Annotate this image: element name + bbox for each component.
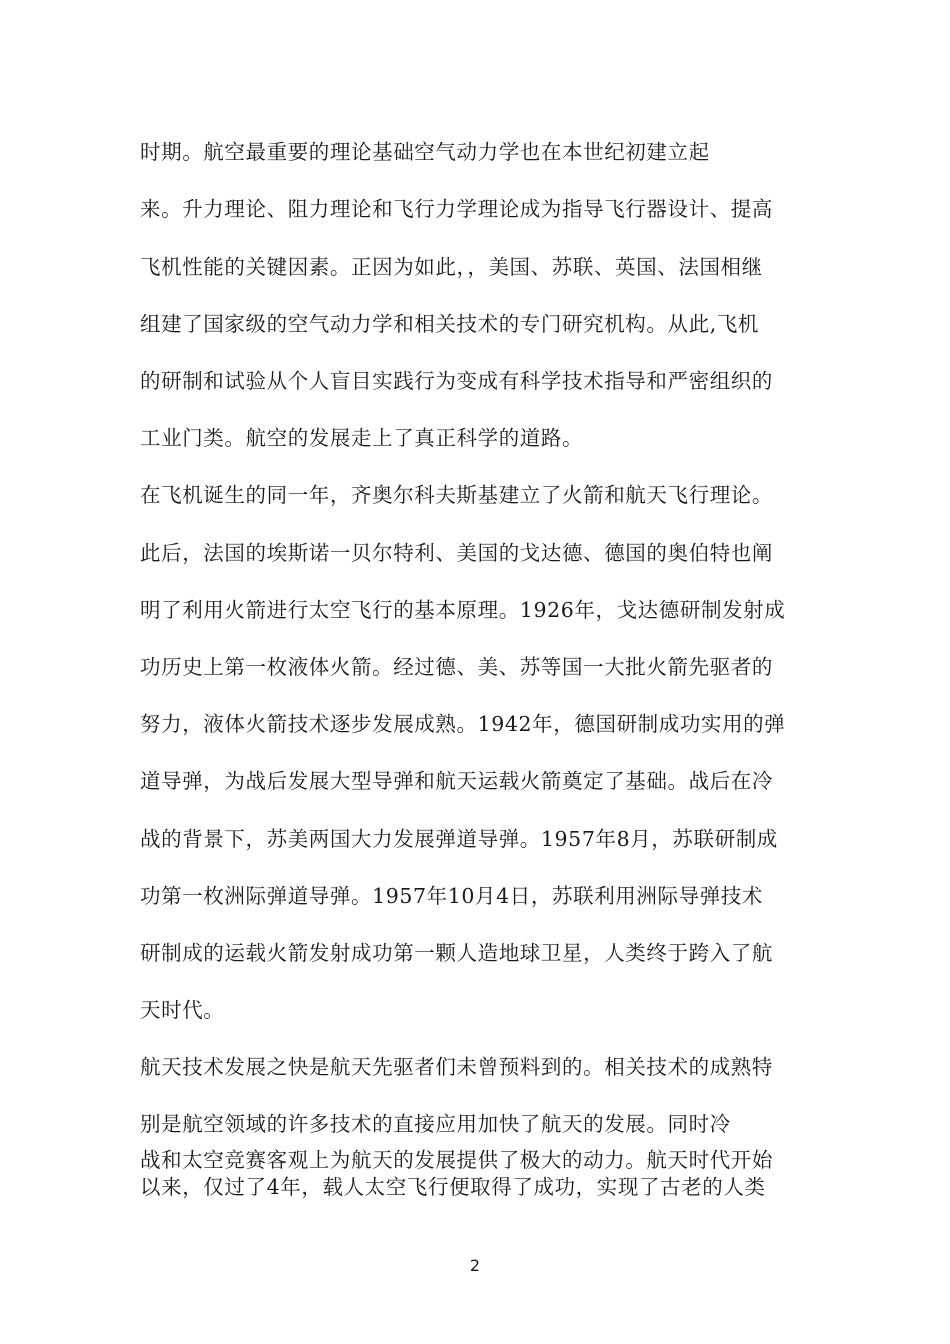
text-line: 努力，液体火箭技术逐步发展成熟。1942年，德国研制成功实用的弹 [140,712,786,736]
text-line: 战的背景下，苏美两国大力发展弹道导弹。1957年8月，苏联研制成 [140,827,778,851]
text-line: 此后，法国的埃斯诺一贝尔特利、美国的戈达德、德国的奥伯特也阐 [140,541,773,565]
text-line: 别是航空领域的许多技术的直接应用加快了航天的发展。同时冷 [140,1112,731,1136]
text-line: 时期。航空最重要的理论基础空气动力学也在本世纪初建立起 [140,140,710,164]
text-line: 工业门类。航空的发展走上了真正科学的道路。 [140,426,584,450]
text-line: 的研制和试验从个人盲目实践行为变成有科学技术指导和严密组织的 [140,369,773,393]
text-line: 飞机性能的关键因素。正因为如此，，美国、苏联、英国、法国相继 [140,255,763,279]
text-line: 明了利用火箭进行太空飞行的基本原理。1926年，戈达德研制发射成 [140,598,786,622]
text-line: 天时代。 [140,998,225,1022]
text-line: 研制成的运载火箭发射成功第一颗人造地球卫星，人类终于跨入了航 [140,941,773,965]
text-line: 道导弹，为战后发展大型导弹和航天运载火箭奠定了基础。战后在冷 [140,769,773,793]
text-line: 以来，仅过了4年，载人太空飞行便取得了成功，实现了古老的人类 [140,1175,766,1199]
text-line: 功第一枚洲际弹道导弹。1957年10月4日，苏联利用洲际导弹技术 [140,884,763,908]
text-line: 功历史上第一枚液体火箭。经过德、美、苏等国一大批火箭先驱者的 [140,655,773,679]
text-line: 来。升力理论、阻力理论和飞行力学理论成为指导飞行器设计、提高 [140,197,773,221]
text-line: 航天技术发展之快是航天先驱者们未曾预料到的。相关技术的成熟特 [140,1055,773,1079]
text-line: 在飞机诞生的同一年，齐奥尔科夫斯基建立了火箭和航天飞行理论。 [140,483,773,507]
page-number: 2 [469,1256,481,1275]
text-line: 战和太空竞赛客观上为航天的发展提供了极大的动力。航天时代开始 [140,1148,773,1172]
text-line: 组建了国家级的空气动力学和相关技术的专门研究机构。从此,飞机 [140,312,760,336]
